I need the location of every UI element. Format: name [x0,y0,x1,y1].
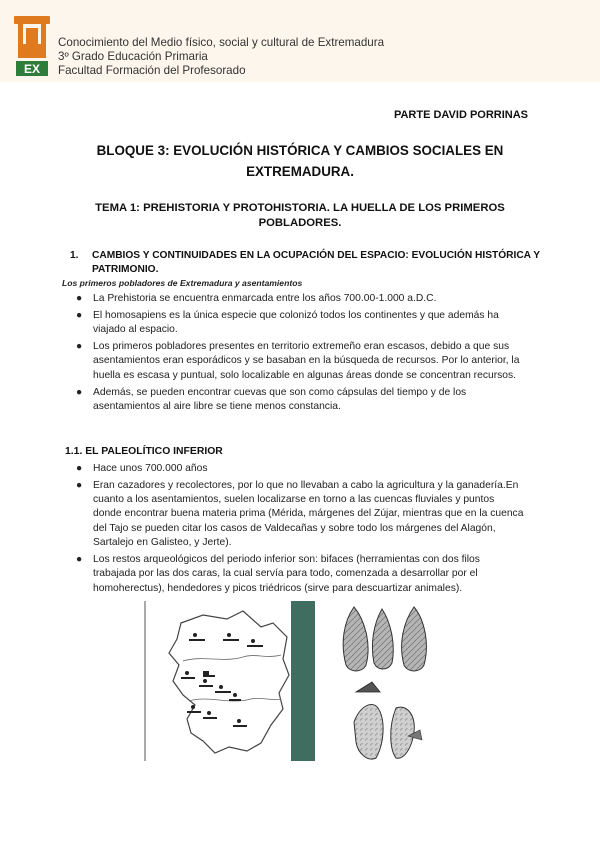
header-line-1: Conocimiento del Medio físico, social y cultural de Extremadura [58,36,385,49]
bullet-icon: ● [76,341,83,353]
subheading: Los primeros pobladores de Extremadura y asentamientos [62,278,303,288]
tema-title: TEMA 1: PREHISTORIA Y PROTOHISTORIA. LA HUELLA DE LOS PRIMEROS POBLADORES. [95,202,505,229]
bullet-list-1 [76,292,524,417]
bullet-icon: ● [76,553,83,565]
list-item [76,292,524,306]
bullet-icon: ● [76,463,83,474]
bullet-icon: ● [76,479,83,491]
author-label: PARTE DAVID PORRINAS [393,109,528,121]
list-item [76,309,524,338]
biface-tools-image [336,603,432,675]
map-edge-strip [291,601,315,761]
section-1-title: CAMBIOS Y CONTINUIDADES EN LA OCUPACIÓN DEL ESPACIO: EVOLUCIÓN HISTÓRICA Y PATRIMONIO. [92,250,540,275]
uex-logo-icon [12,14,52,78]
section-1-heading [70,249,540,277]
header-line-2: 3º Grado Educación Primaria [58,50,208,63]
bullet-icon: ● [76,386,83,398]
svg-text:EX: EX [23,62,41,76]
list-item [76,479,524,550]
page-header [0,0,600,82]
list-item [76,340,524,383]
header-line-3: Facultad Formación del Profesorado [58,64,246,77]
list-item [76,386,524,415]
bullet-icon: ● [76,293,83,304]
list-item-text: Además, se pueden encontrar cuevas que son como cápsulas del tiempo y de los asentamientos al aire libre se tiene menos constancia. [93,386,467,412]
list-item [76,462,524,476]
list-item-text: Los restos arqueológicos del periodo inferior son: bifaces (herramientas con dos filos trabajada por las dos caras, la cual servía para todo, comenzada a desarrollar por el homoherectus), hendedores y picos triédricos (sirve para descuartizar animales). [93,553,480,594]
header-text-block [58,36,384,78]
extremadura-map-image [143,601,291,761]
list-item [76,553,524,596]
list-item-text: La Prehistoria se encuentra enmarcada entre los años 700.00-1.000 a.D.C. [93,293,437,304]
list-item-text: Hace unos 700.000 años [93,463,208,474]
cleaver-tools-image [350,678,436,766]
list-item-text: El homosapiens es la única especie que colonizó todos los continentes y que además ha viajado al espacio. [93,309,499,336]
section-1-number: 1. [70,250,79,261]
bullet-icon: ● [76,309,83,321]
section-1-1-heading: 1.1. EL PALEOLÍTICO INFERIOR [65,446,223,457]
bullet-list-2 [76,462,524,598]
list-item-text: Eran cazadores y recolectores, por lo que no llevaban a cabo la agricultura y la ganadería.En cuanto a los asentamientos, suelen localizarse en torno a las cuencas fluviales y puntos donde encontrar buena materia prima (Mérida, márgenes del Zújar, mientras que en la cuenca del Tajo se pueden citar los casos de Valdecañas y sobre todo los márgenes del Alagón, Sartalejo en Galisteo, y Jerte). [93,479,524,549]
list-item-text: Los primeros pobladores presentes en territorio extremeño eran escasos, debido a que sus asentamientos eran esporádicos y se basaban en la búsqueda de recursos. Por lo anterior, la huella es escasa y puntual, solo localizable en algunas áreas donde se concentran recursos. [93,341,520,381]
block-title: BLOQUE 3: EVOLUCIÓN HISTÓRICA Y CAMBIOS SOCIALES EN EXTREMADURA. [96,143,504,179]
